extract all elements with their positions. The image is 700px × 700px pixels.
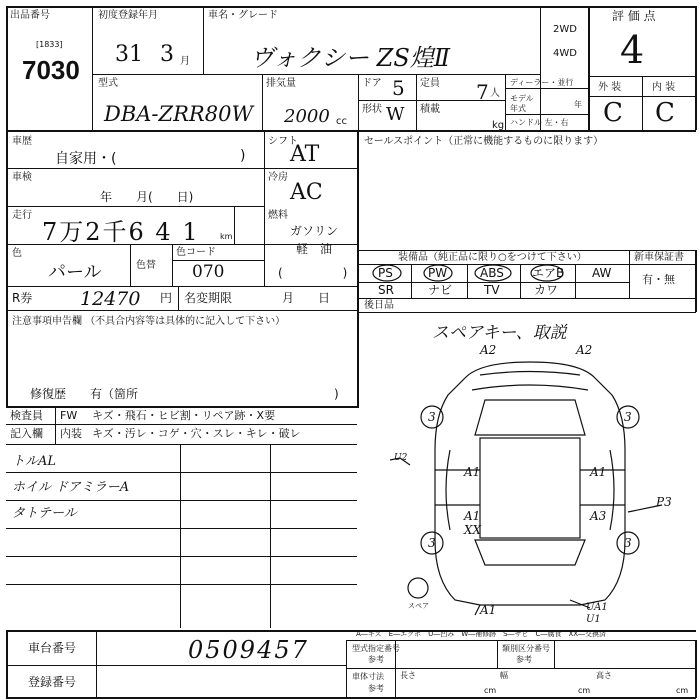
- repair-close: ): [334, 387, 339, 401]
- mark-p3: P3: [656, 495, 672, 509]
- mark-spare: スペア: [408, 602, 429, 610]
- first-registration-label: 初度登録年月: [98, 10, 158, 21]
- color-code-value: 070: [192, 262, 225, 282]
- name-change-format: 月 日: [282, 291, 331, 305]
- lot-number-label: 出品番号: [10, 10, 50, 21]
- mark-wheel-fl: 3: [428, 410, 436, 424]
- interior-grade: C: [655, 98, 675, 128]
- inspector-label: 検査員: [10, 409, 43, 422]
- color-label: 色: [12, 248, 22, 259]
- mark-wheel-fr: 3: [624, 410, 632, 424]
- size-label: 車体寸法: [352, 672, 384, 681]
- capacity-unit: 人: [490, 88, 500, 99]
- door-label: ドア: [362, 78, 382, 89]
- equip-sr: SR: [378, 283, 394, 297]
- load-label: 積載: [420, 104, 440, 115]
- mark-u1: U1: [586, 614, 601, 625]
- fuel-other: ( ): [278, 266, 348, 280]
- shape-label: 形状: [362, 104, 382, 115]
- notes-label: 注意事項申告欄 （不具合内容等は具体的に記入して下さい）: [12, 316, 286, 327]
- equip-leather: カワ: [534, 283, 559, 297]
- equip-airbag: エアB: [532, 266, 565, 280]
- color-value: パール: [48, 262, 102, 283]
- model-type-value: DBA-ZRR80W: [104, 102, 254, 126]
- inspection-label: 車検: [12, 172, 32, 183]
- month-unit: 月: [180, 56, 190, 67]
- displacement-unit: cc: [336, 116, 347, 127]
- year-unit: 年: [574, 100, 582, 109]
- model-year-sub: 年式: [510, 104, 526, 113]
- chassis-label: 車台番号: [28, 641, 77, 655]
- mark-u2: U2: [394, 453, 408, 463]
- shift-label: シフト: [268, 136, 298, 147]
- color-change-label: 色替: [136, 260, 156, 271]
- mileage-label: 走行: [12, 210, 32, 221]
- ac-value: AC: [290, 180, 323, 205]
- height-label: 高さ: [596, 671, 612, 680]
- displacement-value: 2000: [284, 106, 330, 127]
- fw-items: キズ・飛石・ヒビ割・リペア跡・X要: [92, 409, 276, 422]
- fw-label: FW: [60, 409, 78, 422]
- mark-a2-front-left: A2: [480, 343, 497, 357]
- score-value: 4: [620, 28, 645, 72]
- mileage-value: 7万2千6 4 1: [42, 218, 200, 246]
- shape-value: W: [386, 104, 405, 125]
- record-label: 記入欄: [10, 427, 43, 440]
- mark-a1-left-rear: A1: [464, 509, 481, 523]
- mark-xx: XX: [464, 523, 482, 537]
- equipment-label: 装備品（純正品に限り○をつけて下さい）: [398, 252, 587, 263]
- equip-aw: AW: [592, 266, 612, 280]
- mark-a1-left-front: A1: [464, 465, 481, 479]
- capacity-label: 定員: [420, 78, 440, 89]
- recycle-value: 12470: [80, 288, 141, 310]
- history-value: 自家用・(: [55, 151, 117, 167]
- inspection-format: 年 月( 日): [100, 190, 194, 204]
- spec-ref: 参考: [368, 655, 384, 664]
- equip-tv: TV: [484, 283, 500, 297]
- inspector-note-2: ホイル ドアミラーA: [12, 480, 130, 495]
- first-registration-month: 3: [160, 42, 174, 67]
- model-type-label: 型式: [98, 78, 118, 89]
- equipment-circles: [357, 262, 597, 286]
- color-code-label: 色コード: [176, 247, 216, 258]
- aftermarket-value: スペアキー、取説: [432, 323, 567, 343]
- size-ref: 参考: [368, 684, 384, 693]
- score-label: 評 価 点: [612, 9, 656, 23]
- aftermarket-label: 後日品: [364, 300, 394, 311]
- damage-legend: A―キズ E―エクボ U―凹み W―補修跡 S―サビ C―腐食 XX―交換済: [356, 630, 607, 638]
- width-unit: cm: [578, 686, 591, 695]
- fuel-gasoline: ガソリン: [290, 224, 339, 238]
- car-damage-diagram: [380, 340, 690, 625]
- handle-label: ハンドル 左・右: [510, 118, 569, 127]
- fuel-diesel: 軽 油: [296, 242, 333, 256]
- door-value: 5: [392, 76, 405, 100]
- displacement-label: 排気量: [266, 78, 296, 89]
- history-close: ): [240, 148, 246, 164]
- inspector-note-3: タトテール: [12, 506, 77, 521]
- mark-wheel-rl: 3: [428, 536, 436, 550]
- length-unit: cm: [484, 686, 497, 695]
- fuel-label: 燃料: [268, 210, 288, 221]
- interior-items: キズ・汚レ・コゲ・穴・スレ・キレ・破レ: [92, 427, 301, 440]
- load-unit: kg: [492, 120, 505, 131]
- interior-label: 内 装: [652, 82, 676, 93]
- dealer-label: ディーラー・並行: [510, 78, 574, 87]
- sales-point-label: セールスポイント（正常に機能するものに限ります）: [364, 136, 604, 147]
- equip-pw: PW: [428, 266, 448, 280]
- equip-abs: ABS: [480, 266, 504, 280]
- shift-value: AT: [290, 142, 320, 167]
- model-grade-value: ヴォクシー ZS煌Ⅱ: [250, 44, 451, 72]
- spec-number-label: 型式指定番号: [352, 644, 400, 653]
- capacity-value: 7: [476, 80, 489, 104]
- inspector-note-1: トルAL: [12, 454, 57, 469]
- equip-navi: ナビ: [428, 283, 453, 297]
- mark-wheel-rr: 3: [624, 536, 632, 550]
- exterior-grade: C: [603, 98, 623, 128]
- mileage-unit: km: [220, 232, 233, 241]
- repair-history: 修復歴 有（箇所: [30, 387, 139, 401]
- lot-sub-number: [1833]: [36, 40, 63, 49]
- mark-a1-right-front: A1: [590, 465, 607, 479]
- history-label: 車歴: [12, 136, 32, 147]
- drive-4wd: 4WD: [553, 48, 577, 59]
- drive-2wd: 2WD: [553, 24, 577, 35]
- registration-label: 登録番号: [28, 675, 77, 689]
- first-registration-year: 31: [115, 42, 143, 67]
- mark-a2-front-right: A2: [576, 343, 593, 357]
- class-number-label: 類別区分番号: [502, 644, 550, 653]
- height-unit: cm: [676, 686, 689, 695]
- length-label: 長さ: [400, 671, 416, 680]
- mark-ua1: UA1: [586, 602, 608, 613]
- name-change-label: 名変期限: [184, 291, 233, 305]
- model-grade-label: 車名・グレード: [208, 10, 278, 21]
- warranty-label: 新車保証書: [634, 252, 684, 263]
- recycle-unit: 円: [160, 291, 173, 305]
- equip-ps: PS: [378, 266, 393, 280]
- warranty-value: 有・無: [642, 273, 675, 286]
- ac-label: 冷房: [268, 172, 288, 183]
- class-ref: 参考: [516, 655, 532, 664]
- interior-row-label: 内装: [60, 427, 82, 440]
- exterior-label: 外 装: [598, 82, 622, 93]
- mark-a3: A3: [590, 509, 607, 523]
- mark-a1-rear: A1: [480, 603, 497, 617]
- lot-number: 7030: [22, 55, 80, 85]
- model-year-label: モデル: [510, 94, 534, 103]
- width-label: 幅: [500, 671, 508, 680]
- recycle-label: R券: [12, 291, 33, 305]
- chassis-number: 0509457: [188, 636, 309, 664]
